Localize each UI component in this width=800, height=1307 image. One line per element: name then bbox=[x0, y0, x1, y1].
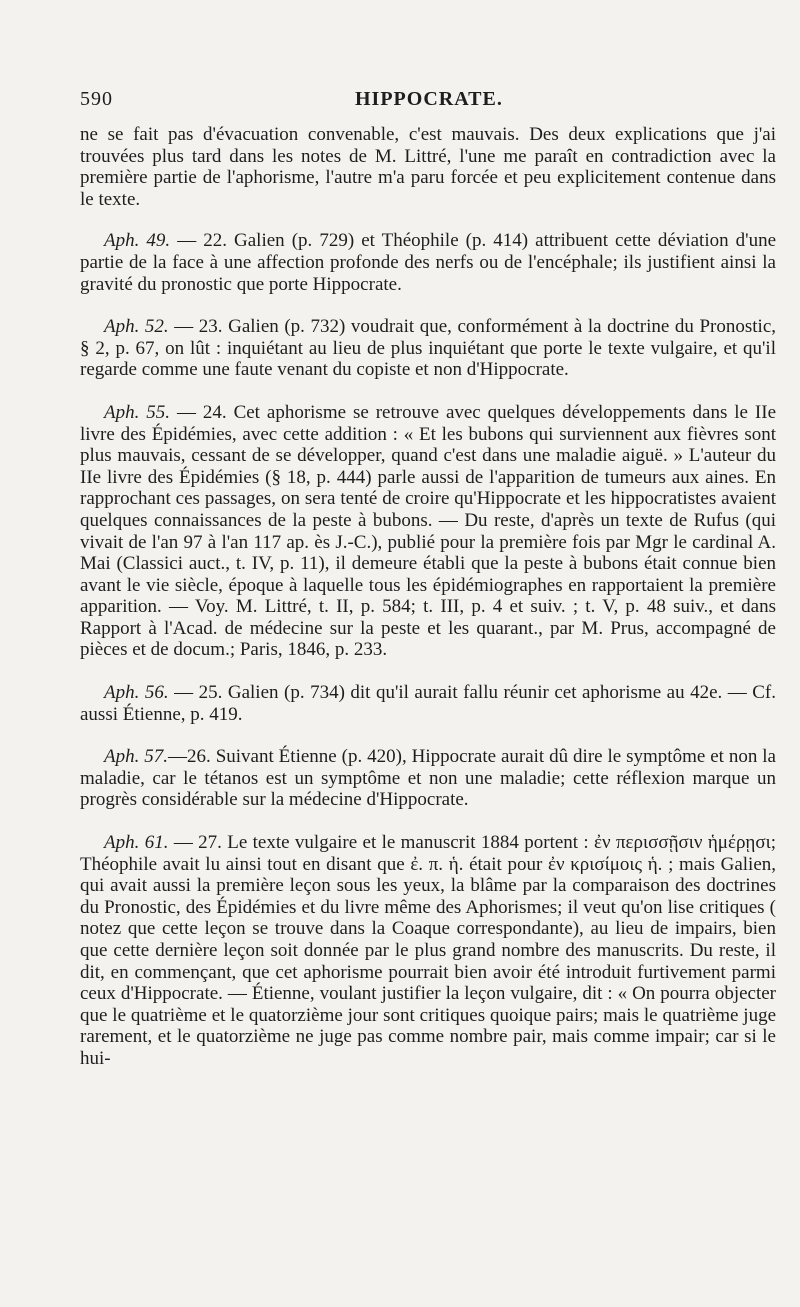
note-aph-57 bbox=[80, 746, 776, 811]
note-aph-56 bbox=[80, 682, 776, 725]
notes-body bbox=[80, 124, 776, 1070]
aphorism-ref: Aph. 55. bbox=[104, 401, 171, 423]
aphorism-ref: Aph. 52. bbox=[104, 316, 169, 338]
note-text: ne se fait pas d'évacuation convenable, c'est mauvais. Des deux explications que j'ai trouvées plus tard dans les notes de M. Littré, l'une me paraît en contradiction avec la première partie de l'aphorisme, l'autre m'a paru forcée et peu explicitement contenue dans le texte. bbox=[80, 124, 776, 210]
note-text: — 24. Cet aphorisme se retrouve avec quelques développements dans le IIe livre des Épidémies, avec cette addition : « Et les bubons qui surviennent aux fièvres sont plus mauvais, cessant de se développer, quand c'est dans une maladie aiguë. » L'auteur du IIe livre des Épidémies (§ 18, p. 444) parle aussi de l'apparition de tumeurs aux aines. En rapprochant ces passages, on sera tenté de croire qu'Hippocrate et les hippocratistes avaient quelques connaissances de la peste à bubons. — Du reste, d'après un texte de Rufus (qui vivait de l'an 97 à l'an 117 ap. ès J.-C.), publié pour la première fois par Mgr le cardinal A. Mai (Classici auct., t. IV, p. 11), il demeure établi que la peste à bubons était connue bien avant le vie siècle, époque à laquelle tous les épidémiographes en rapportaient la première apparition. — Voy. M. Littré, t. II, p. 584; t. III, p. 4 et suiv. ; t. V, p. 48 suiv., et dans Rapport à l'Acad. de médecine sur la peste et les quarant., par M. Prus, accompagné de pièces et de docum.; Paris, 1846, p. 233. bbox=[80, 401, 777, 661]
page-number: 590 bbox=[80, 88, 113, 110]
note-text: — 22. Galien (p. 729) et Théophile (p. 414) attribuent cette déviation d'une partie de la face à une affection profonde des nerfs ou de l'encéphale; ils justifient ainsi la gravité du pronostic que porte Hippocrate. bbox=[80, 230, 777, 295]
note-aph-61 bbox=[80, 832, 776, 1070]
note-aph-49 bbox=[80, 230, 776, 295]
note-text: — 27. Le texte vulgaire et le manuscrit 1884 portent : ἐν περισσῇσιν ἡμέρῃσι; Théophile avait lu ainsi tout en disant que ἐ. π. ἡ. était pour ἐν κρισίμοις ἡ. ; mais Galien, qui avait aussi la première leçon sous les yeux, la blâme par la comparaison des doctrines du Pronostic, des Épidémies et du livre même des Aphorismes; il veut qu'on lise critiques ( notez que cette leçon se trouve dans la Coaque correspondante), au lieu de impairs, bien que cette dernière leçon soit donnée par le plus grand nombre des manuscrits. Du reste, il dit, en commençant, que cet aphorisme pourrait bien avoir été introduit furtivement parmi ceux d'Hippocrate. — Étienne, voulant justifier la leçon vulgaire, dit : « On pourra objecter que le quatrième et le quatorzième jour sont critiques quoique pairs; mais le quatrième juge rarement, et le quatorzième ne juge pas comme nombre pair, mais comme impair; car si le hui- bbox=[80, 832, 776, 1069]
note-text: — 25. Galien (p. 734) dit qu'il aurait fallu réunir cet aphorisme au 42e. — Cf. aussi Étienne, p. 419. bbox=[80, 682, 776, 725]
note-aph-52 bbox=[80, 316, 776, 381]
aphorism-ref: Aph. 49. bbox=[104, 230, 171, 252]
note-text: — 23. Galien (p. 732) voudrait que, conformément à la doctrine du Pronostic, § 2, p. 67, on lût : inquiétant au lieu de plus inquiétant que porte le texte vulgaire, et qu'il regarde comme une faute venant du copiste et non d'Hippocrate. bbox=[80, 316, 776, 381]
aphorism-ref: Aph. 57. bbox=[104, 746, 169, 768]
aphorism-ref: Aph. 61. bbox=[104, 832, 169, 854]
note-aph-55 bbox=[80, 402, 776, 661]
aphorism-ref: Aph. 56. bbox=[104, 682, 169, 704]
running-header bbox=[80, 88, 776, 122]
note-text: —26. Suivant Étienne (p. 420), Hippocrate aurait dû dire le symptôme et non la maladie, car le tétanos est un symptôme et non une maladie; cette réflexion marque un progrès considérable sur la médecine d'Hippocrate. bbox=[80, 746, 776, 811]
running-title: HIPPOCRATE. bbox=[355, 88, 503, 110]
note-continuation bbox=[80, 124, 776, 210]
